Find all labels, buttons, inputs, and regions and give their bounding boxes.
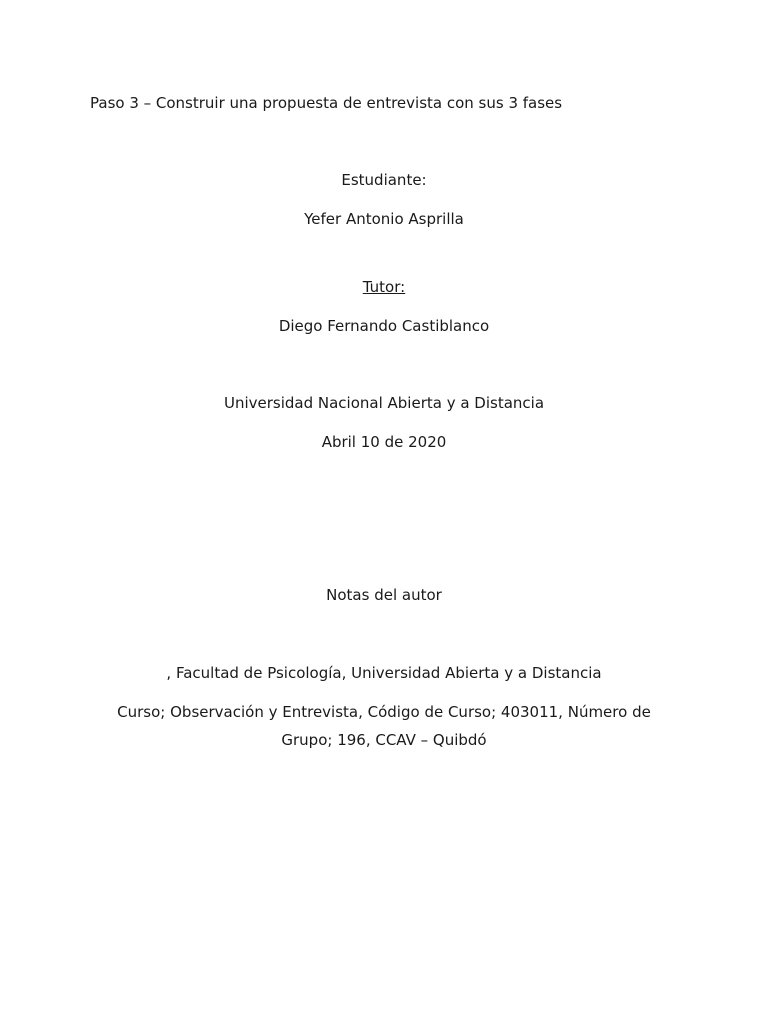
course-info: Curso; Observación y Entrevista, Código de Curso; 403011, Número de Grupo; 196, CCAV – Quibdó — [117, 703, 651, 749]
university-name: Universidad Nacional Abierta y a Distancia — [223, 394, 545, 412]
student-label: Estudiante: — [341, 171, 427, 189]
author-notes-heading: Notas del autor — [326, 586, 442, 604]
tutor-name: Diego Fernando Castiblanco — [278, 317, 490, 335]
student-name: Yefer Antonio Asprilla — [304, 210, 464, 228]
document-date: Abril 10 de 2020 — [321, 433, 447, 451]
tutor-label — [0, 277, 768, 297]
document-title: Paso 3 – Construir una propuesta de entrevista con sus 3 fases — [90, 94, 563, 112]
faculty-line: , Facultad de Psicología, Universidad Abierta y a Distancia — [166, 664, 602, 682]
tutor-label-text: Tutor: — [362, 278, 406, 296]
